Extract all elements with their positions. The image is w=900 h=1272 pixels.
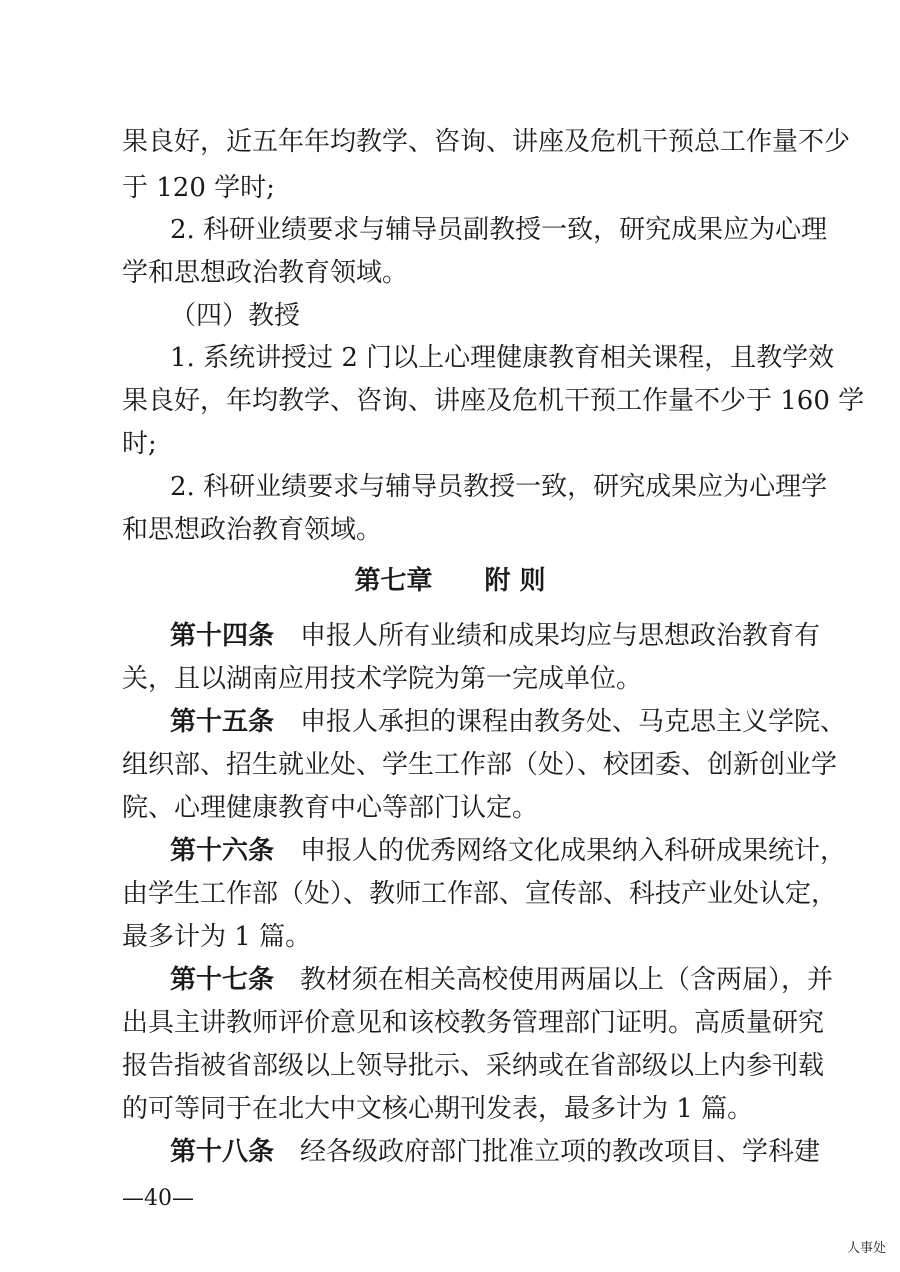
text-line: 和思想政治教育领域。	[122, 515, 383, 545]
article-text: 申报人的优秀网络文化成果纳入科研成果统计，	[300, 836, 847, 866]
text-line: 组织部、招生就业处、学生工作部（处）、校团委、创新创业学	[122, 750, 838, 780]
article-text: 教材须在相关高校使用两届以上（含两届），并	[300, 965, 834, 995]
text-line: 院、心理健康教育中心等部门认定。	[122, 793, 539, 823]
page-number: —40—	[122, 1186, 194, 1211]
text-line: 学和思想政治教育领域。	[122, 258, 409, 288]
chapter-title: 附 则	[484, 566, 546, 596]
chapter-number: 第七章	[354, 566, 433, 596]
article-16	[0, 830, 900, 872]
article-label: 第十七条	[170, 965, 275, 995]
article-18	[0, 1131, 900, 1173]
article-label: 第十六条	[170, 836, 275, 866]
article-14	[0, 615, 900, 657]
article-15	[0, 701, 900, 743]
text-line: 时;	[122, 429, 157, 459]
article-text: 申报人承担的课程由教务处、马克思主义学院、	[300, 707, 847, 737]
text-line: 1. 系统讲授过 2 门以上心理健康教育相关课程，且教学效	[170, 343, 835, 373]
text-line: 果良好，年均教学、咨询、讲座及危机干预工作量不少于 160 学	[122, 386, 865, 416]
text-line: 于 120 学时;	[122, 173, 275, 203]
section-heading: （四）教授	[170, 301, 301, 331]
article-17	[0, 959, 900, 1001]
article-label: 第十八条	[170, 1137, 275, 1167]
text-line: 报告指被省部级以上领导批示、采纳或在省部级以上内参刊载	[122, 1051, 825, 1081]
text-line: 的可等同于在北大中文核心期刊发表，最多计为 1 篇。	[122, 1094, 754, 1124]
chapter-heading	[0, 560, 900, 602]
article-label: 第十五条	[170, 707, 275, 737]
text-line: 果良好，近五年年均教学、咨询、讲座及危机干预总工作量不少	[122, 127, 851, 157]
article-label: 第十四条	[170, 621, 275, 651]
department-stamp: 人事处	[846, 1241, 886, 1256]
text-line: 关，且以湖南应用技术学院为第一完成单位。	[122, 664, 643, 694]
text-line: 2. 科研业绩要求与辅导员副教授一致，研究成果应为心理	[170, 215, 828, 245]
text-line: 由学生工作部（处）、教师工作部、宣传部、科技产业处认定，	[122, 879, 838, 909]
article-text: 经各级政府部门批准立项的教改项目、学科建	[300, 1137, 821, 1167]
article-text: 申报人所有业绩和成果均应与思想政治教育有	[300, 621, 821, 651]
text-line: 2. 科研业绩要求与辅导员教授一致，研究成果应为心理学	[170, 472, 828, 502]
text-line: 最多计为 1 篇。	[122, 922, 312, 952]
text-line: 出具主讲教师评价意见和该校教务管理部门证明。高质量研究	[122, 1008, 825, 1038]
